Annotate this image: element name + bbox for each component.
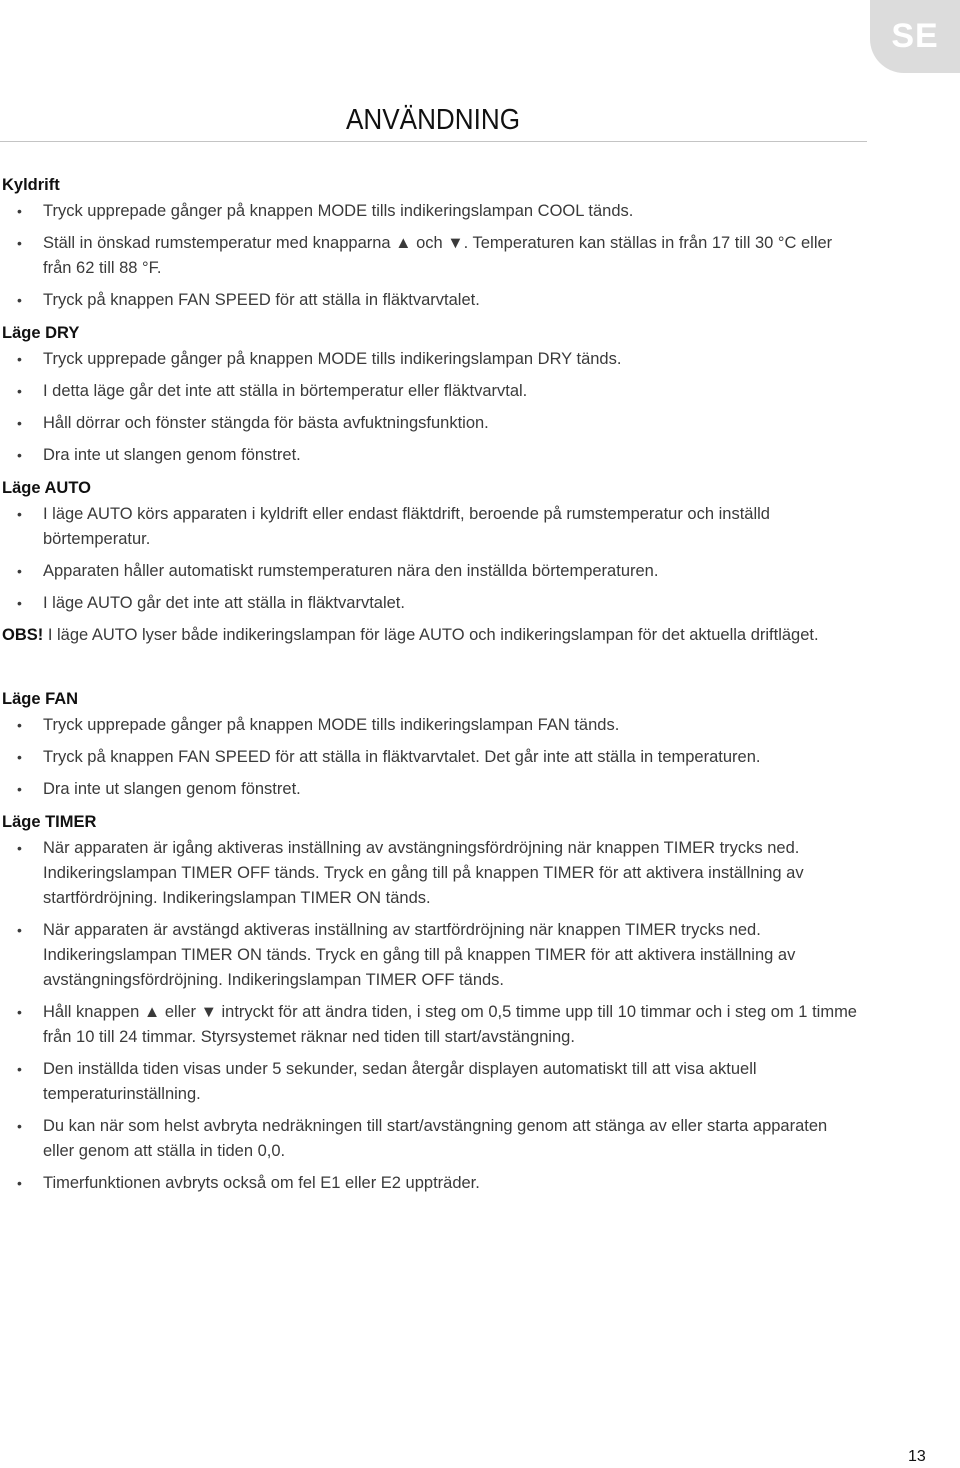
list-item: • Tryck på knappen FAN SPEED för att ställa in fläktvarvtalet. xyxy=(2,288,862,313)
note-paragraph xyxy=(2,623,862,648)
list-item: • Dra inte ut slangen genom fönstret. xyxy=(2,443,862,468)
list-item: • Du kan när som helst avbryta nedräkningen till start/avstängning genom att stänga av eller starta apparaten eller genom att ställa in tiden 0,0. xyxy=(2,1114,862,1164)
bullet-list xyxy=(2,502,862,616)
section-heading: Läge TIMER xyxy=(2,813,97,831)
list-item: • När apparaten är igång aktiveras inställning av avstängningsfördröjning när knappen TIMER trycks ned. Indikeringslampan TIMER OFF tänds. Tryck en gång till på knappen TIMER för att aktivera inställning av startfördröjning. Indikeringslampan TIMER ON tänds. xyxy=(2,836,862,911)
page-content xyxy=(2,172,862,1203)
list-item: • I detta läge går det inte att ställa in börtemperatur eller fläktvarvtal. xyxy=(2,379,862,404)
page-number: 13 xyxy=(908,1448,926,1465)
list-item: • Tryck upprepade gånger på knappen MODE tills indikeringslampan COOL tänds. xyxy=(2,199,862,224)
list-item: • När apparaten är avstängd aktiveras inställning av startfördröjning när knappen TIMER trycks ned. Indikeringslampan TIMER ON tänds. Tryck en gång till på knappen TIMER för att aktivera inställning av avstängningsfördröjning. Indikeringslampan TIMER OFF tänds. xyxy=(2,918,862,993)
bullet-list xyxy=(2,836,862,1196)
list-item: • Tryck upprepade gånger på knappen MODE tills indikeringslampan DRY tänds. xyxy=(2,347,862,372)
list-item: • Håll dörrar och fönster stängda för bästa avfuktningsfunktion. xyxy=(2,411,862,436)
page-title: ANVÄNDNING xyxy=(346,104,521,136)
list-item: • Dra inte ut slangen genom fönstret. xyxy=(2,777,862,802)
section-fan xyxy=(2,686,862,802)
bullet-list xyxy=(2,713,862,802)
list-item: • Timerfunktionen avbryts också om fel E1 eller E2 uppträder. xyxy=(2,1171,862,1196)
bullet-list xyxy=(2,347,862,468)
section-auto xyxy=(2,475,862,616)
list-item: • Tryck på knappen FAN SPEED för att ställa in fläktvarvtalet. Det går inte att ställa in temperaturen. xyxy=(2,745,862,770)
list-item: • Den inställda tiden visas under 5 sekunder, sedan återgår displayen automatiskt till att visa aktuell temperaturinställning. xyxy=(2,1057,862,1107)
list-item: • Håll knappen ▲ eller ▼ intryckt för att ändra tiden, i steg om 0,5 timme upp till 10 timmar och i steg om 1 timme från 10 till 24 timmar. Styrsystemet räknar ned tiden till start/avstängning. xyxy=(2,1000,862,1050)
list-item: • Ställ in önskad rumstemperatur med knapparna ▲ och ▼. Temperaturen kan ställas in från 17 till 30 °C eller från 62 till 88 °F. xyxy=(2,231,862,281)
section-heading: Läge DRY xyxy=(2,324,80,342)
list-item: • Tryck upprepade gånger på knappen MODE tills indikeringslampan FAN tänds. xyxy=(2,713,862,738)
section-timer xyxy=(2,809,862,1196)
list-item: • I läge AUTO körs apparaten i kyldrift eller endast fläktdrift, beroende på rumstemperatur och inställd börtemperatur. xyxy=(2,502,862,552)
section-heading: Läge AUTO xyxy=(2,479,91,497)
note-text: I läge AUTO lyser både indikeringslampan för läge AUTO och indikeringslampan för det aktuella driftläget. xyxy=(47,626,819,644)
section-heading: Läge FAN xyxy=(2,690,79,708)
section-dry xyxy=(2,320,862,468)
title-divider xyxy=(0,141,867,142)
list-item: • I läge AUTO går det inte att ställa in fläktvarvtalet. xyxy=(2,591,862,616)
section-heading: Kyldrift xyxy=(2,176,60,194)
language-tab: SE xyxy=(870,0,960,73)
bullet-list xyxy=(2,199,862,313)
list-item: • Apparaten håller automatiskt rumstemperaturen nära den inställda börtemperaturen. xyxy=(2,559,862,584)
note-label: OBS! xyxy=(2,626,44,644)
section-cooling xyxy=(2,172,862,313)
